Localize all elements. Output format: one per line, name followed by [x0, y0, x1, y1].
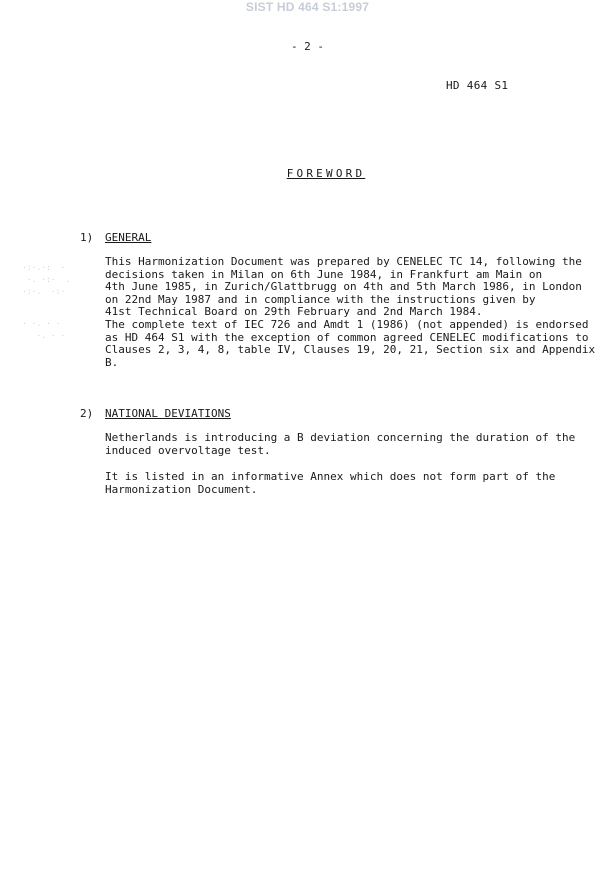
annex-paragraph: It is listed in an informative Annex which does not form part of the Harmonization Document.	[105, 470, 556, 496]
section-number: 1)	[80, 231, 94, 244]
scan-artifact: · ·. · · ·. · ·	[22, 319, 66, 340]
section-heading-general: GENERAL	[105, 231, 152, 244]
watermark: SIST HD 464 S1:1997	[245, 0, 370, 14]
general-paragraph: This Harmonization Document was prepared by CENELEC TC 14, following the decisions taken in Milan on 6th June 1984, in Frankfurt am Main on 4th June 1985, in Zurich/Glattbrugg on 4th and 5th March 1986, in London on 22nd May 1987 and in compliance with the instructions given by 41st Technical Board on 29th February and 2nd March 1984. The complete text of IEC 726 and Amdt 1 (1986) (not appended) is endorsed as HD 464 S1 with the exception of common agreed CENELEC modifications to Clauses 2, 3, 4, 8, table IV, Clauses 19, 20, 21, Section six and Appendix B.	[105, 255, 596, 369]
deviation-paragraph: Netherlands is introducing a B deviation concerning the duration of the induced overvoltage test.	[105, 431, 576, 457]
scan-artifact: ·:·.·: · ·. ·:· . ·:·. ·:·	[22, 263, 71, 296]
document-code: HD 464 S1	[446, 79, 509, 92]
page-number: - 2 -	[290, 40, 325, 53]
section-number: 2)	[80, 407, 94, 420]
page-title: FOREWORD	[286, 167, 366, 180]
section-heading-national-deviations: NATIONAL DEVIATIONS	[105, 407, 231, 420]
